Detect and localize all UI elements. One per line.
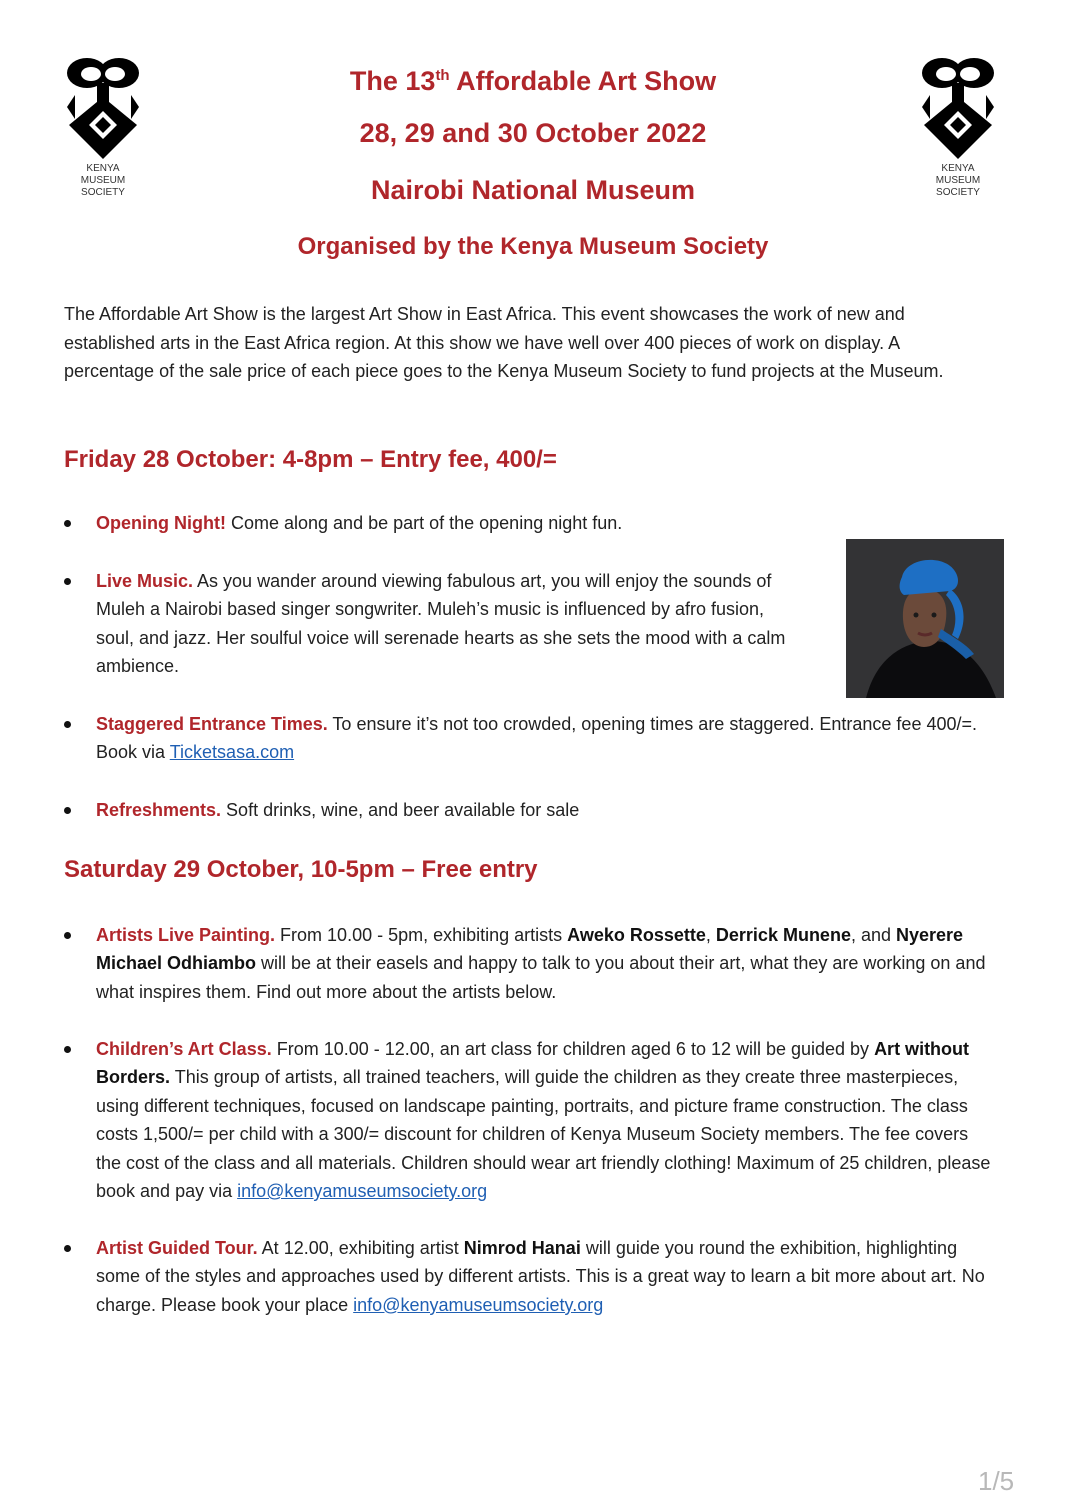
artist-name: Aweko Rossette <box>567 925 706 945</box>
list-item: Artists Live Painting. From 10.00 - 5pm, exhibiting artists Aweko Rossette, Derrick Munene, and Nyerere Michael Odhiambo will be at their easels and happy to talk to you about their art, what they are working on and what inspires them. Find out more about the artists below. <box>64 921 994 1006</box>
event-organiser: Organised by the Kenya Museum Society <box>297 233 769 260</box>
email-link[interactable]: info@kenyamuseumsociety.org <box>353 1294 604 1315</box>
list-item: Staggered Entrance Times. To ensure it’s not too crowded, opening times are staggered. Entrance fee 400/=. Book via Ticketsasa.com <box>64 710 994 767</box>
header <box>200 52 866 271</box>
saturday-list-painting <box>64 921 994 1006</box>
kms-emblem-icon <box>61 55 145 167</box>
list-item: Opening Night! Come along and be part of the opening night fun. <box>64 509 994 537</box>
artist-name: Nyerere Michael Odhiambo <box>96 925 964 974</box>
bullet-icon <box>64 578 71 585</box>
page-indicator: 1/5 <box>978 1466 1015 1496</box>
email-link[interactable]: info@kenyamuseumsociety.org <box>237 1181 488 1202</box>
kenya-museum-society-logo-left <box>58 55 148 199</box>
event-venue: Nairobi National Museum <box>370 175 696 205</box>
saturday-list-tour <box>64 1234 994 1319</box>
logo-caption: KENYA MUSEUM SOCIETY <box>80 163 126 198</box>
list-item: Artist Guided Tour. At 12.00, exhibiting artist Nimrod Hanai will guide you round the exhibition, highlighting some of the styles and approaches used by different artists. This is a great way to learn a bit more about art. No charge. Please book your place info@kenyamuseumsociety.org <box>64 1234 994 1319</box>
event-title: The 13th Affordable Art Show <box>349 66 717 96</box>
kenya-museum-society-logo-right <box>913 55 1003 199</box>
saturday-list-children <box>64 1035 994 1205</box>
friday-list-staggered <box>64 710 994 767</box>
artist-name: Derrick Munene <box>715 925 851 945</box>
organisation-name: Art without Borders. <box>96 1039 970 1088</box>
bullet-icon <box>64 932 71 939</box>
list-item: Refreshments. Soft drinks, wine, and beer available for sale <box>64 796 994 824</box>
artist-name: Nimrod Hanai <box>463 1238 581 1258</box>
list-item: Children’s Art Class. From 10.00 - 12.00, an art class for children aged 6 to 12 will be guided by Art without Borders. This group of artists, all trained teachers, will guide the children as they create three masterpieces, using different techniques, focused on landscape painting, portraits, and picture frame construction. The class costs 1,500/= per child with a 300/= discount for children of Kenya Museum Society members. The fee covers the cost of the class and all materials. Children should wear art friendly clothing! Maximum of 25 children, please book and pay via info@kenyamuseumsociety.org <box>64 1035 994 1205</box>
muleh-photo <box>846 539 1004 698</box>
friday-list-music <box>64 567 794 681</box>
event-dates: 28, 29 and 30 October 2022 <box>359 118 707 148</box>
list-item: Live Music. As you wander around viewing fabulous art, you will enjoy the sounds of Muleh a Nairobi based singer songwriter. Muleh’s music is influenced by afro fusion, soul, and jazz. Her soulful voice will serenade hearts as she sets the mood with a calm ambience. <box>64 567 794 681</box>
kms-emblem-icon <box>916 55 1000 167</box>
bullet-icon <box>64 721 71 728</box>
friday-list <box>64 509 994 537</box>
intro-paragraph: The Affordable Art Show is the largest Art Show in East Africa. This event showcases the work of new and established arts in the East Africa region. At this show we have well over 400 pieces of work on display. A percentage of the sale price of each piece goes to the Kenya Museum Society to fund projects at the Museum. <box>64 304 944 382</box>
friday-list-refreshments <box>64 796 994 824</box>
ticketsasa-link[interactable]: Ticketsasa.com <box>169 742 295 763</box>
bullet-icon <box>64 807 71 814</box>
friday-heading: Friday 28 October: 4-8pm – Entry fee, 400/= <box>64 446 557 473</box>
bullet-icon <box>64 1046 71 1053</box>
singer-portrait-image <box>846 539 1004 698</box>
bullet-icon <box>64 1245 71 1252</box>
saturday-heading: Saturday 29 October, 10-5pm – Free entry <box>64 856 538 883</box>
bullet-icon <box>64 520 71 527</box>
logo-caption: KENYA MUSEUM SOCIETY <box>935 163 981 198</box>
